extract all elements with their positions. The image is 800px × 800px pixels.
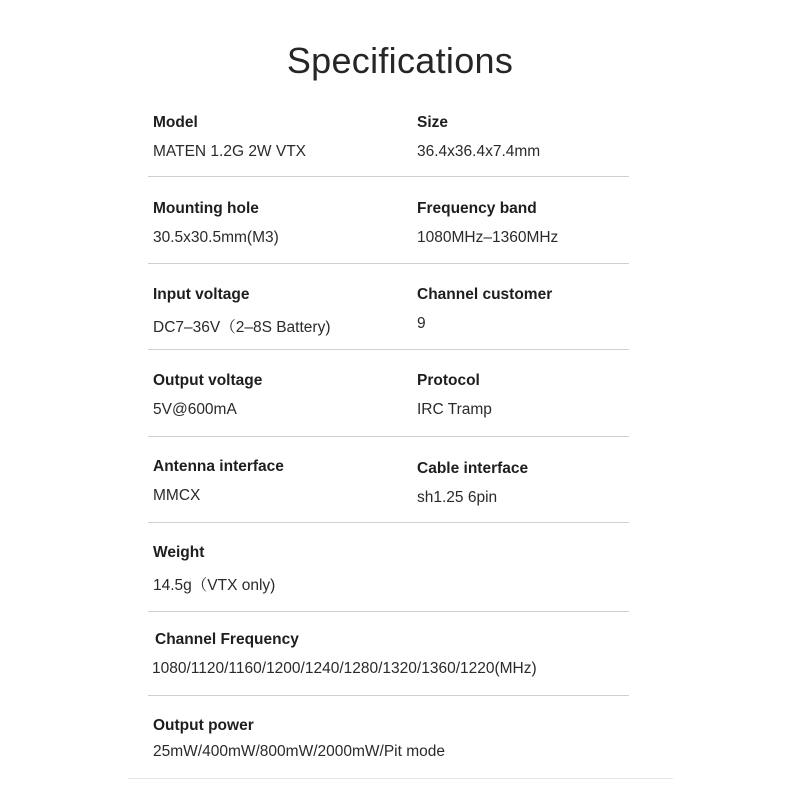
spec-value: 9 (417, 315, 426, 332)
spec-channel-customer (417, 286, 552, 333)
spec-value: 5V@600mA (153, 401, 237, 418)
spec-value: sh1.25 6pin (417, 489, 498, 506)
spec-model (153, 114, 306, 161)
spec-value: IRC Tramp (417, 401, 492, 418)
spec-label: Output power (153, 717, 254, 734)
spec-value: 25mW/400mW/800mW/2000mW/Pit mode (153, 743, 446, 760)
spec-row-mounting-frequency (148, 200, 629, 264)
spec-value: 1080MHz–1360MHz (417, 229, 559, 246)
spec-channel-frequency (152, 631, 537, 678)
spec-label: Weight (153, 544, 205, 561)
spec-label: Output voltage (153, 372, 263, 389)
spec-antenna-interface (153, 458, 284, 505)
spec-input-voltage (153, 286, 330, 337)
spec-value: 36.4x36.4x7.4mm (417, 143, 541, 160)
spec-protocol (417, 372, 492, 419)
spec-row-output-protocol (148, 372, 629, 437)
spec-value: 14.5g（VTX only) (153, 577, 276, 594)
spec-value: MATEN 1.2G 2W VTX (153, 143, 307, 160)
spec-row-antenna-cable (148, 458, 629, 523)
spec-label: Channel Frequency (155, 631, 299, 648)
spec-frequency-band (417, 200, 558, 247)
spec-mounting-hole (153, 200, 279, 247)
spec-cable-interface (417, 460, 528, 507)
spec-value: MMCX (153, 487, 201, 504)
spec-value: DC7–36V（2–8S Battery) (153, 319, 331, 336)
spec-row-weight (148, 544, 629, 612)
spec-row-channel-frequency (148, 631, 629, 696)
spec-label: Input voltage (153, 286, 250, 303)
spec-label: Antenna interface (153, 458, 284, 475)
spec-row-output-power (148, 717, 629, 767)
spec-label: Frequency band (417, 200, 537, 217)
spec-label: Cable interface (417, 460, 529, 477)
spec-label: Size (417, 114, 449, 131)
spec-label: Mounting hole (153, 200, 259, 217)
spec-label: Model (153, 114, 198, 131)
spec-output-voltage (153, 372, 262, 419)
spec-label: Protocol (417, 372, 480, 389)
spec-output-power (153, 717, 445, 761)
spec-label: Channel customer (417, 286, 553, 303)
spec-size (417, 114, 540, 161)
page-title: Specifications (286, 40, 514, 81)
bottom-divider (128, 778, 673, 779)
spec-value: 1080/1120/1160/1200/1240/1280/1320/1360/1220(MHz) (152, 660, 537, 677)
spec-value: 30.5x30.5mm(M3) (153, 229, 279, 246)
spec-weight (153, 544, 275, 595)
spec-row-model-size (148, 114, 629, 177)
spec-row-input-channel (148, 286, 629, 350)
